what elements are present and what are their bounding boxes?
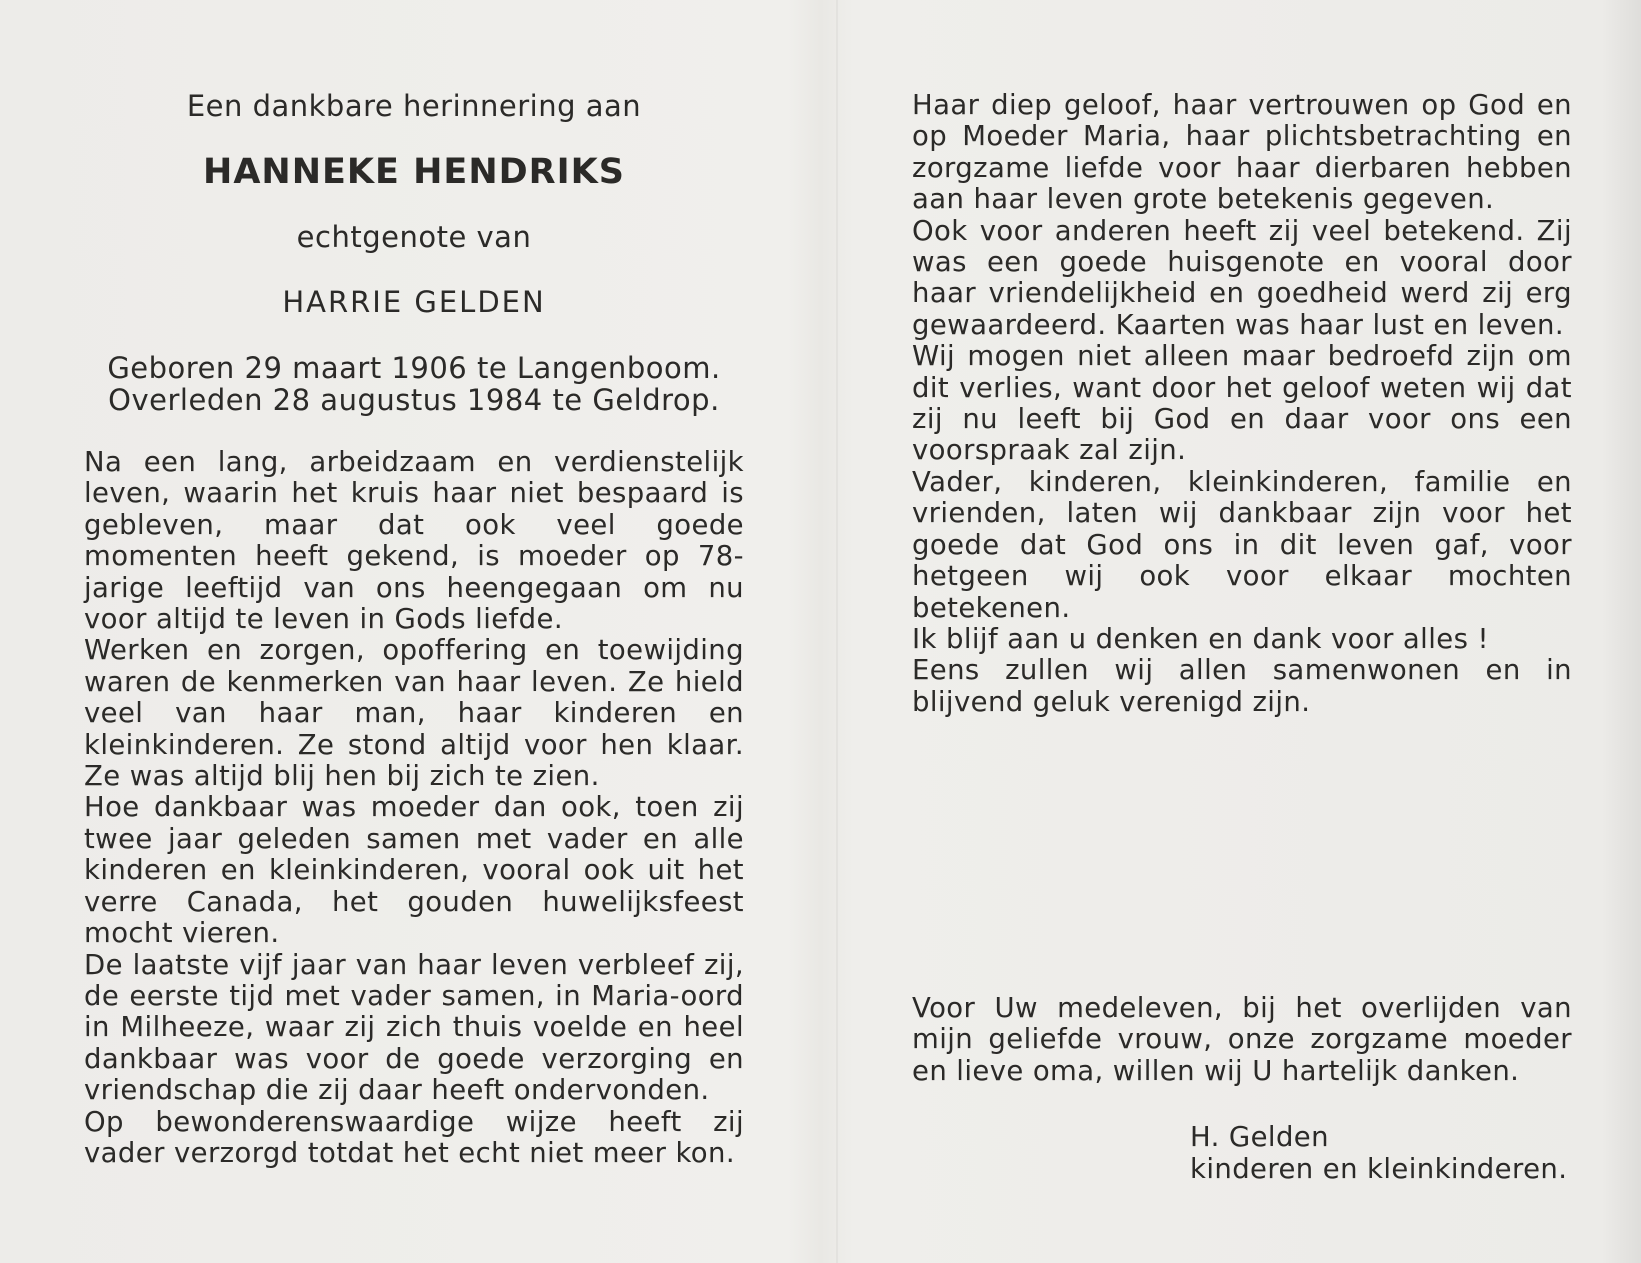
right-body-text (912, 90, 1572, 718)
right-paragraph: Ook voor anderen heeft zij veel betekend. Zij was een goede huisgenote en vooral door haar vriendelijkheid en goedheid werd zij erg gewaardeerd. Kaarten was haar lust en leven. (912, 214, 1572, 341)
birth-line: Geboren 29 maart 1906 te Langenboom. (107, 351, 721, 385)
death-line: Overleden 28 augustus 1984 te Geldrop. (108, 383, 720, 417)
left-paragraph: De laatste vijf jaar van haar leven verbleef zij, de eerste tijd met vader samen, in Maria-oord in Milheeze, waar zij zich thuis voelde en heel dankbaar was voor de goede verzorging en vriendschap die zij daar heeft ondervonden. (84, 948, 744, 1107)
left-paragraph: Werken en zorgen, opoffering en toewijding waren de kenmerken van haar leven. Ze hield veel van haar man, haar kinderen en kleinkinderen. Ze stond altijd voor hen klaar. Ze was altijd blij hen bij zich te zien. (84, 634, 744, 793)
left-body-text (84, 447, 744, 1169)
intro-line: Een dankbare herinnering aan (186, 89, 642, 123)
left-paragraph: Op bewonderenswaardige wijze heeft zij vader verzorgd totdat het echt niet meer kon. (84, 1105, 744, 1169)
left-paragraph: Na een lang, arbeidzaam en verdienstelijk leven, waarin het kruis haar niet bespaard is gebleven, maar dat ook veel goede momenten heeft gekend, is moeder op 78-jarige leeftijd van ons heengegaan om nu voor altijd te leven in Gods liefde. (84, 446, 744, 636)
thanks-text (912, 993, 1572, 1087)
signature-family: kinderen en kleinkinderen. (1190, 1153, 1568, 1185)
right-paragraph: Wij mogen niet alleen maar bedroefd zijn om dit verlies, want door het geloof weten wij dat zij nu leeft bij God en daar voor ons een voorspraak zal zijn. (912, 340, 1572, 467)
signature-block (1190, 1121, 1590, 1185)
spouse-intro: echtgenote van (296, 220, 532, 254)
right-paragraph: Ik blijf aan u denken en dank voor alles ! (912, 622, 1489, 655)
right-paragraph: Eens zullen wij allen samenwonen en in blijvend geluk verenigd zijn. (912, 654, 1572, 718)
right-paragraph: Haar diep geloof, haar vertrouwen op God en op Moeder Maria, haar plichtsbetrachting en zorgzame liefde voor haar dierbaren hebben aan haar leven grote betekenis gegeven. (912, 89, 1572, 216)
life-dates (0, 352, 828, 416)
deceased-name: HANNEKE HENDRIKS (203, 152, 625, 192)
signature-name: H. Gelden (1190, 1121, 1329, 1153)
left-paragraph: Hoe dankbaar was moeder dan ook, toen zij twee jaar geleden samen met vader en alle kinderen en kleinkinderen, vooral ook uit het verre Canada, het gouden huwelijksfeest mocht vieren. (84, 791, 744, 950)
right-paragraph: Vader, kinderen, kleinkinderen, familie en vrienden, laten wij dankbaar zijn voor het goede dat God ons in dit leven gaf, voor hetgeen wij ook voor elkaar mochten betekenen. (912, 465, 1572, 624)
thanks-paragraph: Voor Uw medeleven, bij het overlijden van mijn geliefde vrouw, onze zorgzame moeder en lieve oma, willen wij U hartelijk danken. (912, 992, 1572, 1087)
spouse-name: HARRIE GELDEN (282, 285, 546, 319)
card-edge-shadow (1601, 0, 1641, 1263)
card-fold (836, 0, 838, 1263)
